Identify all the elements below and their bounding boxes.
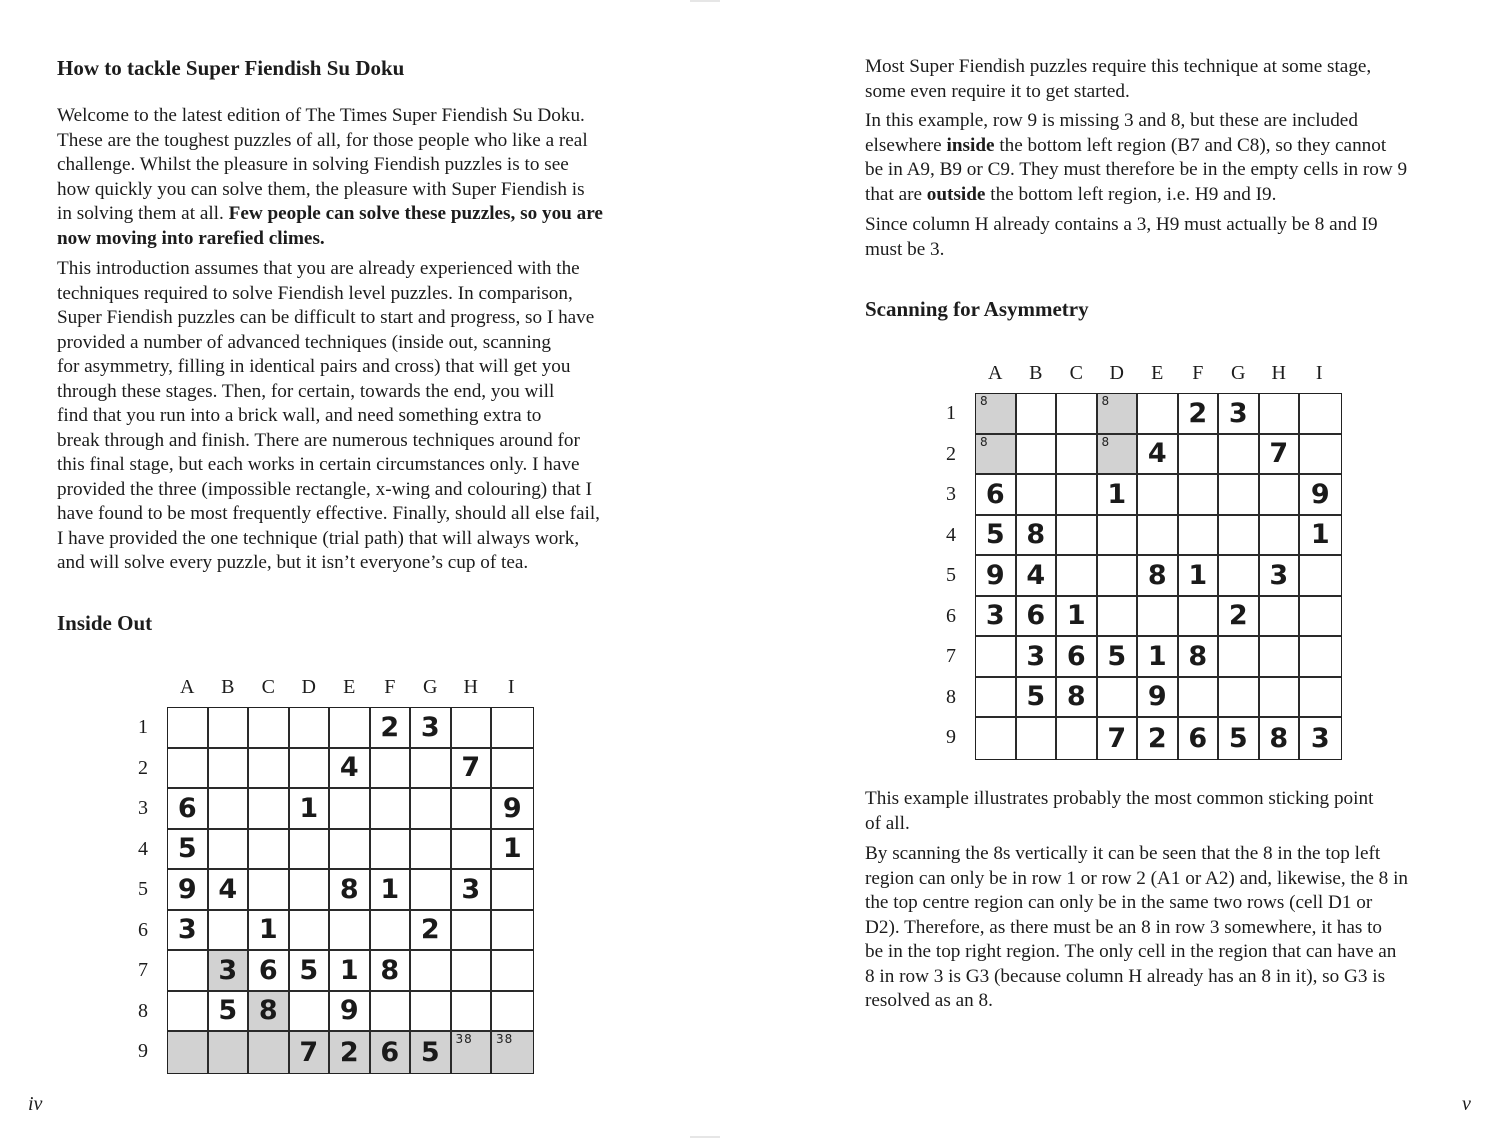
sudoku-cell-E3 bbox=[330, 789, 371, 830]
page-number-right: v bbox=[1462, 1093, 1471, 1115]
sudoku-cell-B7 bbox=[209, 951, 250, 992]
cell-value: 2 bbox=[1147, 722, 1167, 754]
cell-value: 9 bbox=[1147, 681, 1167, 713]
page-number-left: iv bbox=[28, 1093, 43, 1115]
sudoku-cell-A9 bbox=[976, 718, 1017, 759]
sudoku-cell-A3 bbox=[976, 475, 1017, 516]
sudoku-cell-G8 bbox=[411, 992, 452, 1033]
sudoku-cell-C5 bbox=[249, 870, 290, 911]
sudoku-cell-H6 bbox=[1260, 597, 1301, 638]
sudoku-cell-H4 bbox=[1260, 516, 1301, 557]
sudoku-cell-H3 bbox=[1260, 475, 1301, 516]
sudoku-cell-C9 bbox=[1057, 718, 1098, 759]
sudoku-cell-C4 bbox=[249, 830, 290, 871]
cell-value: 3 bbox=[1228, 397, 1248, 429]
cell-value: 2 bbox=[420, 914, 440, 946]
sudoku-cell-I6 bbox=[1300, 597, 1341, 638]
sudoku-cell-C9 bbox=[249, 1032, 290, 1073]
sudoku-cell-E5 bbox=[1138, 556, 1179, 597]
sudoku-cell-D1 bbox=[1098, 394, 1139, 435]
column-label: B bbox=[1029, 362, 1043, 384]
sudoku-cell-D9 bbox=[1098, 718, 1139, 759]
right-page bbox=[750, 0, 1500, 1138]
column-label: E bbox=[343, 676, 356, 698]
sudoku-cell-G4 bbox=[1219, 516, 1260, 557]
sudoku-cell-D5 bbox=[290, 870, 331, 911]
sudoku-cell-D5 bbox=[1098, 556, 1139, 597]
cell-value: 7 bbox=[1107, 722, 1127, 754]
sudoku-cell-F9 bbox=[1179, 718, 1220, 759]
sudoku-cell-F2 bbox=[371, 749, 412, 790]
sudoku-cell-B3 bbox=[209, 789, 250, 830]
sudoku-cell-A8 bbox=[168, 992, 209, 1033]
sudoku-cell-C3 bbox=[1057, 475, 1098, 516]
column-label: E bbox=[1151, 362, 1164, 384]
sudoku-cell-E8 bbox=[1138, 678, 1179, 719]
cell-value: 3 bbox=[1310, 722, 1330, 754]
sudoku-cell-H2 bbox=[452, 749, 493, 790]
sudoku-cell-A5 bbox=[168, 870, 209, 911]
sudoku-cell-C4 bbox=[1057, 516, 1098, 557]
column-label: G bbox=[1231, 362, 1246, 384]
sudoku-cell-E7 bbox=[1138, 637, 1179, 678]
sudoku-cell-H7 bbox=[452, 951, 493, 992]
sudoku-cell-G7 bbox=[411, 951, 452, 992]
sudoku-cell-G1 bbox=[411, 708, 452, 749]
cell-value: 6 bbox=[177, 792, 197, 824]
sudoku-cell-D6 bbox=[290, 911, 331, 952]
cell-value: 3 bbox=[985, 600, 1005, 632]
cell-value: 8 bbox=[1269, 722, 1289, 754]
column-label: A bbox=[988, 362, 1003, 384]
cell-value: 3 bbox=[420, 711, 440, 743]
sudoku-cell-G3 bbox=[1219, 475, 1260, 516]
cell-value: 3 bbox=[1026, 640, 1046, 672]
cell-value: 8 bbox=[1188, 640, 1208, 672]
row-label: 6 bbox=[138, 918, 148, 941]
sudoku-cell-H2 bbox=[1260, 435, 1301, 476]
sudoku-cell-C6 bbox=[249, 911, 290, 952]
cell-value: 1 bbox=[1310, 519, 1330, 551]
cell-value: 9 bbox=[502, 792, 522, 824]
cell-value: 2 bbox=[339, 1036, 359, 1068]
sudoku-cell-F1 bbox=[371, 708, 412, 749]
cell-value: 5 bbox=[1026, 681, 1046, 713]
sudoku-cell-H1 bbox=[452, 708, 493, 749]
cell-value: 2 bbox=[380, 711, 400, 743]
sudoku-cell-H8 bbox=[1260, 678, 1301, 719]
sudoku-cell-B6 bbox=[1017, 597, 1058, 638]
sudoku-cell-I7 bbox=[1300, 637, 1341, 678]
sudoku-cell-H8 bbox=[452, 992, 493, 1033]
cell-value: 1 bbox=[1147, 640, 1167, 672]
cell-value: 1 bbox=[380, 873, 400, 905]
scanning-explanation-paragraph: By scanning the 8s vertically it can be seen that the 8 in the top left region can only be in row 1 or row 2 (A1 or A2) and, likewise, the 8 in the top centre region can only be in the same two rows (cell D1 or D2). Therefore, as there must be an 8 in row 3 somewhere, it has to be in the top right region. The only cell in the region that can have an 8 in row 3 is G3 (because column H already has an 8 in it), so G3 is resolved as an 8. bbox=[865, 843, 1408, 1011]
row-label: 7 bbox=[946, 645, 956, 667]
row-label: 4 bbox=[946, 523, 956, 546]
column-label: A bbox=[180, 676, 195, 698]
cell-value: 1 bbox=[1107, 478, 1127, 510]
sudoku-cell-B8 bbox=[1017, 678, 1058, 719]
sudoku-cell-I7 bbox=[492, 951, 533, 992]
sudoku-cell-F7 bbox=[371, 951, 412, 992]
sudoku-cell-E5 bbox=[330, 870, 371, 911]
cell-value: 3 bbox=[177, 914, 197, 946]
sudoku-cell-D2 bbox=[1098, 435, 1139, 476]
sudoku-cell-C1 bbox=[1057, 394, 1098, 435]
sudoku-cell-F9 bbox=[371, 1032, 412, 1073]
row-label: 9 bbox=[946, 726, 956, 748]
sudoku-cell-E4 bbox=[1138, 516, 1179, 557]
cell-value: 6 bbox=[1188, 722, 1208, 754]
sudoku-cell-B9 bbox=[1017, 718, 1058, 759]
sudoku-cell-G5 bbox=[411, 870, 452, 911]
sudoku-cell-F7 bbox=[1179, 637, 1220, 678]
cell-value: 5 bbox=[1107, 640, 1127, 672]
column-label: D bbox=[1109, 362, 1124, 384]
sudoku-cell-B7 bbox=[1017, 637, 1058, 678]
row-label: 7 bbox=[138, 959, 148, 981]
cell-value: 7 bbox=[461, 752, 481, 784]
cell-value: 4 bbox=[339, 752, 359, 784]
column-label: H bbox=[1271, 362, 1286, 384]
cell-value: 4 bbox=[1147, 438, 1167, 470]
column-label: F bbox=[384, 676, 396, 698]
sudoku-cell-F6 bbox=[1179, 597, 1220, 638]
cell-value: 4 bbox=[1026, 559, 1046, 591]
sudoku-cell-A6 bbox=[976, 597, 1017, 638]
sudoku-cell-H9 bbox=[452, 1032, 493, 1073]
sudoku-cell-F2 bbox=[1179, 435, 1220, 476]
section-heading-scanning: Scanning for Asymmetry bbox=[865, 297, 1089, 321]
sudoku-cell-I3 bbox=[1300, 475, 1341, 516]
row-label: 3 bbox=[138, 797, 148, 819]
sudoku-cell-F3 bbox=[371, 789, 412, 830]
sudoku-cell-A4 bbox=[976, 516, 1017, 557]
sudoku-cell-H5 bbox=[452, 870, 493, 911]
row-label: 2 bbox=[138, 756, 148, 779]
cell-value: 1 bbox=[339, 954, 359, 986]
sudoku-cell-C3 bbox=[249, 789, 290, 830]
sudoku-cell-B8 bbox=[209, 992, 250, 1033]
sudoku-cell-I2 bbox=[1300, 435, 1341, 476]
row-label: 5 bbox=[138, 878, 148, 900]
sudoku-cell-A1 bbox=[976, 394, 1017, 435]
column-label: C bbox=[261, 676, 275, 698]
sudoku-cell-I6 bbox=[492, 911, 533, 952]
sudoku-cell-D4 bbox=[290, 830, 331, 871]
sudoku-cell-I9 bbox=[1300, 718, 1341, 759]
sudoku-cell-G7 bbox=[1219, 637, 1260, 678]
sudoku-cell-B2 bbox=[209, 749, 250, 790]
sudoku-cell-G6 bbox=[1219, 597, 1260, 638]
sudoku-cell-D3 bbox=[290, 789, 331, 830]
sudoku-cell-B4 bbox=[1017, 516, 1058, 557]
sudoku-cell-A1 bbox=[168, 708, 209, 749]
sudoku-cell-E1 bbox=[1138, 394, 1179, 435]
sudoku-cell-B5 bbox=[209, 870, 250, 911]
cell-value: 1 bbox=[1066, 600, 1086, 632]
sudoku-cell-B1 bbox=[1017, 394, 1058, 435]
cell-value: 7 bbox=[1269, 438, 1289, 470]
sudoku-cell-D8 bbox=[1098, 678, 1139, 719]
sudoku-cell-F4 bbox=[1179, 516, 1220, 557]
pencil-mark: 8 bbox=[1101, 434, 1111, 449]
sudoku-cell-F8 bbox=[1179, 678, 1220, 719]
column-label: D bbox=[301, 676, 316, 698]
sudoku-cell-E2 bbox=[1138, 435, 1179, 476]
cell-value: 5 bbox=[985, 519, 1005, 551]
sudoku-cell-C8 bbox=[249, 992, 290, 1033]
techniques-paragraph: This introduction assumes that you are already experienced with the techniques required to solve Fiendish level puzzles. In comparison, Super Fiendish puzzles can be difficult to start and progress, so I have provided a number of advanced techniques (inside out, scanning for asymmetry, filling in identical pairs and cross) that will get you through these stages. Then, for certain, towards the end, you will find that you run into a brick wall, and need something extra to break through and finish. There are numerous techniques around for this final stage, but each works in certain circumstances only. I have provided the three (impossible rectangle, x-wing and colouring) that I have found to be most frequently effective. Finally, should all else fail, I have provided the one technique (trial path) that will always work, and will solve every puzzle, but it isn’t everyone’s cup of tea. bbox=[57, 258, 600, 573]
sudoku-cell-C8 bbox=[1057, 678, 1098, 719]
sudoku-cell-G8 bbox=[1219, 678, 1260, 719]
cell-value: 8 bbox=[339, 873, 359, 905]
sudoku-cell-H7 bbox=[1260, 637, 1301, 678]
sudoku-cell-E4 bbox=[330, 830, 371, 871]
sudoku-cell-D9 bbox=[290, 1032, 331, 1073]
sudoku-board bbox=[975, 393, 1342, 760]
sudoku-cell-B9 bbox=[209, 1032, 250, 1073]
pencil-mark: 8 bbox=[1101, 394, 1111, 408]
cell-value: 4 bbox=[218, 873, 238, 905]
cell-value: 5 bbox=[299, 954, 319, 986]
sudoku-cell-E6 bbox=[330, 911, 371, 952]
cell-value: 3 bbox=[218, 954, 238, 986]
cell-value: 8 bbox=[380, 954, 400, 986]
sudoku-cell-B6 bbox=[209, 911, 250, 952]
cell-value: 1 bbox=[1188, 559, 1208, 591]
column-label: I bbox=[507, 676, 515, 698]
cell-value: 3 bbox=[1269, 559, 1289, 591]
cell-value: 1 bbox=[258, 914, 278, 946]
sudoku-cell-C7 bbox=[249, 951, 290, 992]
sudoku-cell-I1 bbox=[1300, 394, 1341, 435]
pencil-mark: 38 bbox=[455, 1032, 473, 1046]
cell-value: 8 bbox=[1066, 681, 1086, 713]
cell-value: 1 bbox=[502, 833, 522, 865]
sudoku-cell-A3 bbox=[168, 789, 209, 830]
cell-value: 6 bbox=[1026, 600, 1046, 632]
sudoku-cell-E9 bbox=[1138, 718, 1179, 759]
sudoku-cell-C6 bbox=[1057, 597, 1098, 638]
cell-value: 5 bbox=[420, 1036, 440, 1068]
sudoku-cell-D1 bbox=[290, 708, 331, 749]
sudoku-cell-H3 bbox=[452, 789, 493, 830]
sudoku-cell-E1 bbox=[330, 708, 371, 749]
sudoku-cell-D3 bbox=[1098, 475, 1139, 516]
row-label: 2 bbox=[946, 442, 956, 465]
sudoku-cell-C7 bbox=[1057, 637, 1098, 678]
column-label: G bbox=[423, 676, 438, 698]
sudoku-cell-B3 bbox=[1017, 475, 1058, 516]
sudoku-cell-G9 bbox=[411, 1032, 452, 1073]
sudoku-cell-I2 bbox=[492, 749, 533, 790]
sudoku-cell-B1 bbox=[209, 708, 250, 749]
row-label: 8 bbox=[138, 999, 148, 1022]
sudoku-cell-D2 bbox=[290, 749, 331, 790]
row-label: 9 bbox=[138, 1040, 148, 1062]
sudoku-cell-I4 bbox=[1300, 516, 1341, 557]
sudoku-cell-A7 bbox=[976, 637, 1017, 678]
conclusion-paragraph: Since column H already contains a 3, H9 must actually be 8 and I9 must be 3. bbox=[865, 214, 1378, 260]
cell-value: 8 bbox=[1026, 519, 1046, 551]
cell-value: 5 bbox=[218, 995, 238, 1027]
pencil-mark: 8 bbox=[980, 394, 989, 408]
cell-value: 9 bbox=[985, 559, 1005, 591]
cell-value: 8 bbox=[258, 995, 278, 1027]
sticking-point-paragraph: This example illustrates probably the most common sticking point of all. bbox=[865, 788, 1374, 834]
sudoku-cell-H5 bbox=[1260, 556, 1301, 597]
row-label: 8 bbox=[946, 685, 956, 708]
sudoku-cell-A8 bbox=[976, 678, 1017, 719]
sudoku-cell-G3 bbox=[411, 789, 452, 830]
cell-value: 8 bbox=[1147, 559, 1167, 591]
sudoku-cell-F5 bbox=[371, 870, 412, 911]
sudoku-cell-H4 bbox=[452, 830, 493, 871]
sudoku-cell-G4 bbox=[411, 830, 452, 871]
row-label: 6 bbox=[946, 604, 956, 627]
intro-paragraph: Welcome to the latest edition of The Times Super Fiendish Su Doku. These are the toughest puzzles of all, for those people who like a real challenge. Whilst the pleasure in solving Fiendish puzzles is to see how quickly you can solve them, the pleasure with Super Fiendish is in solving them at all. Few people can solve these puzzles, so you are now moving into rarefied climes. bbox=[57, 105, 603, 249]
row-label: 5 bbox=[946, 564, 956, 586]
sudoku-cell-I5 bbox=[492, 870, 533, 911]
cell-value: 5 bbox=[1228, 722, 1248, 754]
section-heading-inside-out: Inside Out bbox=[57, 611, 153, 635]
sudoku-cell-A4 bbox=[168, 830, 209, 871]
technique-intro-paragraph: Most Super Fiendish puzzles require this technique at some stage, some even require it to get started. bbox=[865, 56, 1372, 102]
sudoku-cell-F1 bbox=[1179, 394, 1220, 435]
column-label: B bbox=[221, 676, 235, 698]
sudoku-cell-F4 bbox=[371, 830, 412, 871]
sudoku-cell-D4 bbox=[1098, 516, 1139, 557]
cell-value: 2 bbox=[1188, 397, 1208, 429]
sudoku-cell-G2 bbox=[411, 749, 452, 790]
sudoku-cell-C2 bbox=[249, 749, 290, 790]
column-label: F bbox=[1192, 362, 1204, 384]
row-label: 1 bbox=[946, 402, 956, 424]
cell-value: 9 bbox=[1310, 478, 1330, 510]
sudoku-cell-F3 bbox=[1179, 475, 1220, 516]
column-label: C bbox=[1069, 362, 1083, 384]
row-label: 4 bbox=[138, 837, 148, 860]
sudoku-cell-D7 bbox=[1098, 637, 1139, 678]
sudoku-cell-H6 bbox=[452, 911, 493, 952]
pencil-mark: 8 bbox=[980, 434, 989, 449]
cell-value: 2 bbox=[1228, 600, 1248, 632]
sudoku-cell-F5 bbox=[1179, 556, 1220, 597]
sudoku-cell-I4 bbox=[492, 830, 533, 871]
sudoku-cell-E6 bbox=[1138, 597, 1179, 638]
sudoku-cell-I8 bbox=[1300, 678, 1341, 719]
cell-value: 6 bbox=[985, 478, 1005, 510]
sudoku-cell-G6 bbox=[411, 911, 452, 952]
column-label: I bbox=[1315, 362, 1323, 384]
sudoku-cell-A2 bbox=[168, 749, 209, 790]
sudoku-cell-A7 bbox=[168, 951, 209, 992]
sudoku-cell-E2 bbox=[330, 749, 371, 790]
sudoku-cell-I1 bbox=[492, 708, 533, 749]
sudoku-cell-I3 bbox=[492, 789, 533, 830]
sudoku-cell-A2 bbox=[976, 435, 1017, 476]
sudoku-cell-D7 bbox=[290, 951, 331, 992]
sudoku-cell-I5 bbox=[1300, 556, 1341, 597]
sudoku-cell-A9 bbox=[168, 1032, 209, 1073]
row-label: 1 bbox=[138, 716, 148, 738]
sudoku-cell-G1 bbox=[1219, 394, 1260, 435]
sudoku-cell-E7 bbox=[330, 951, 371, 992]
cell-value: 6 bbox=[380, 1036, 400, 1068]
sudoku-cell-I9 bbox=[492, 1032, 533, 1073]
sudoku-cell-A5 bbox=[976, 556, 1017, 597]
pencil-mark: 38 bbox=[496, 1032, 514, 1046]
cell-value: 6 bbox=[258, 954, 278, 986]
cell-value: 3 bbox=[461, 873, 481, 905]
sudoku-cell-A6 bbox=[168, 911, 209, 952]
sudoku-cell-D6 bbox=[1098, 597, 1139, 638]
sudoku-cell-C2 bbox=[1057, 435, 1098, 476]
sudoku-cell-D8 bbox=[290, 992, 331, 1033]
sudoku-cell-E3 bbox=[1138, 475, 1179, 516]
column-label: H bbox=[463, 676, 478, 698]
sudoku-cell-B5 bbox=[1017, 556, 1058, 597]
page-title: How to tackle Super Fiendish Su Doku bbox=[57, 56, 405, 80]
cell-value: 9 bbox=[177, 873, 197, 905]
sudoku-cell-I8 bbox=[492, 992, 533, 1033]
sudoku-board bbox=[167, 707, 534, 1074]
cell-value: 7 bbox=[299, 1036, 319, 1068]
row-label: 3 bbox=[946, 483, 956, 505]
cell-value: 9 bbox=[339, 995, 359, 1027]
sudoku-cell-H9 bbox=[1260, 718, 1301, 759]
sudoku-cell-E8 bbox=[330, 992, 371, 1033]
sudoku-cell-B4 bbox=[209, 830, 250, 871]
sudoku-cell-F6 bbox=[371, 911, 412, 952]
sudoku-cell-E9 bbox=[330, 1032, 371, 1073]
sudoku-cell-G9 bbox=[1219, 718, 1260, 759]
cell-value: 1 bbox=[299, 792, 319, 824]
sudoku-cell-C1 bbox=[249, 708, 290, 749]
sudoku-cell-G2 bbox=[1219, 435, 1260, 476]
cell-value: 6 bbox=[1066, 640, 1086, 672]
sudoku-cell-C5 bbox=[1057, 556, 1098, 597]
cell-value: 5 bbox=[177, 833, 197, 865]
example-paragraph: In this example, row 9 is missing 3 and 8, but these are included elsewhere inside the bottom left region (B7 and C8), so they cannot be in A9, B9 or C9. They must therefore be in the empty cells in row 9 that are outside the bottom left region, i.e. H9 and I9. bbox=[865, 110, 1408, 205]
sudoku-cell-F8 bbox=[371, 992, 412, 1033]
sudoku-cell-H1 bbox=[1260, 394, 1301, 435]
sudoku-cell-B2 bbox=[1017, 435, 1058, 476]
sudoku-cell-G5 bbox=[1219, 556, 1260, 597]
